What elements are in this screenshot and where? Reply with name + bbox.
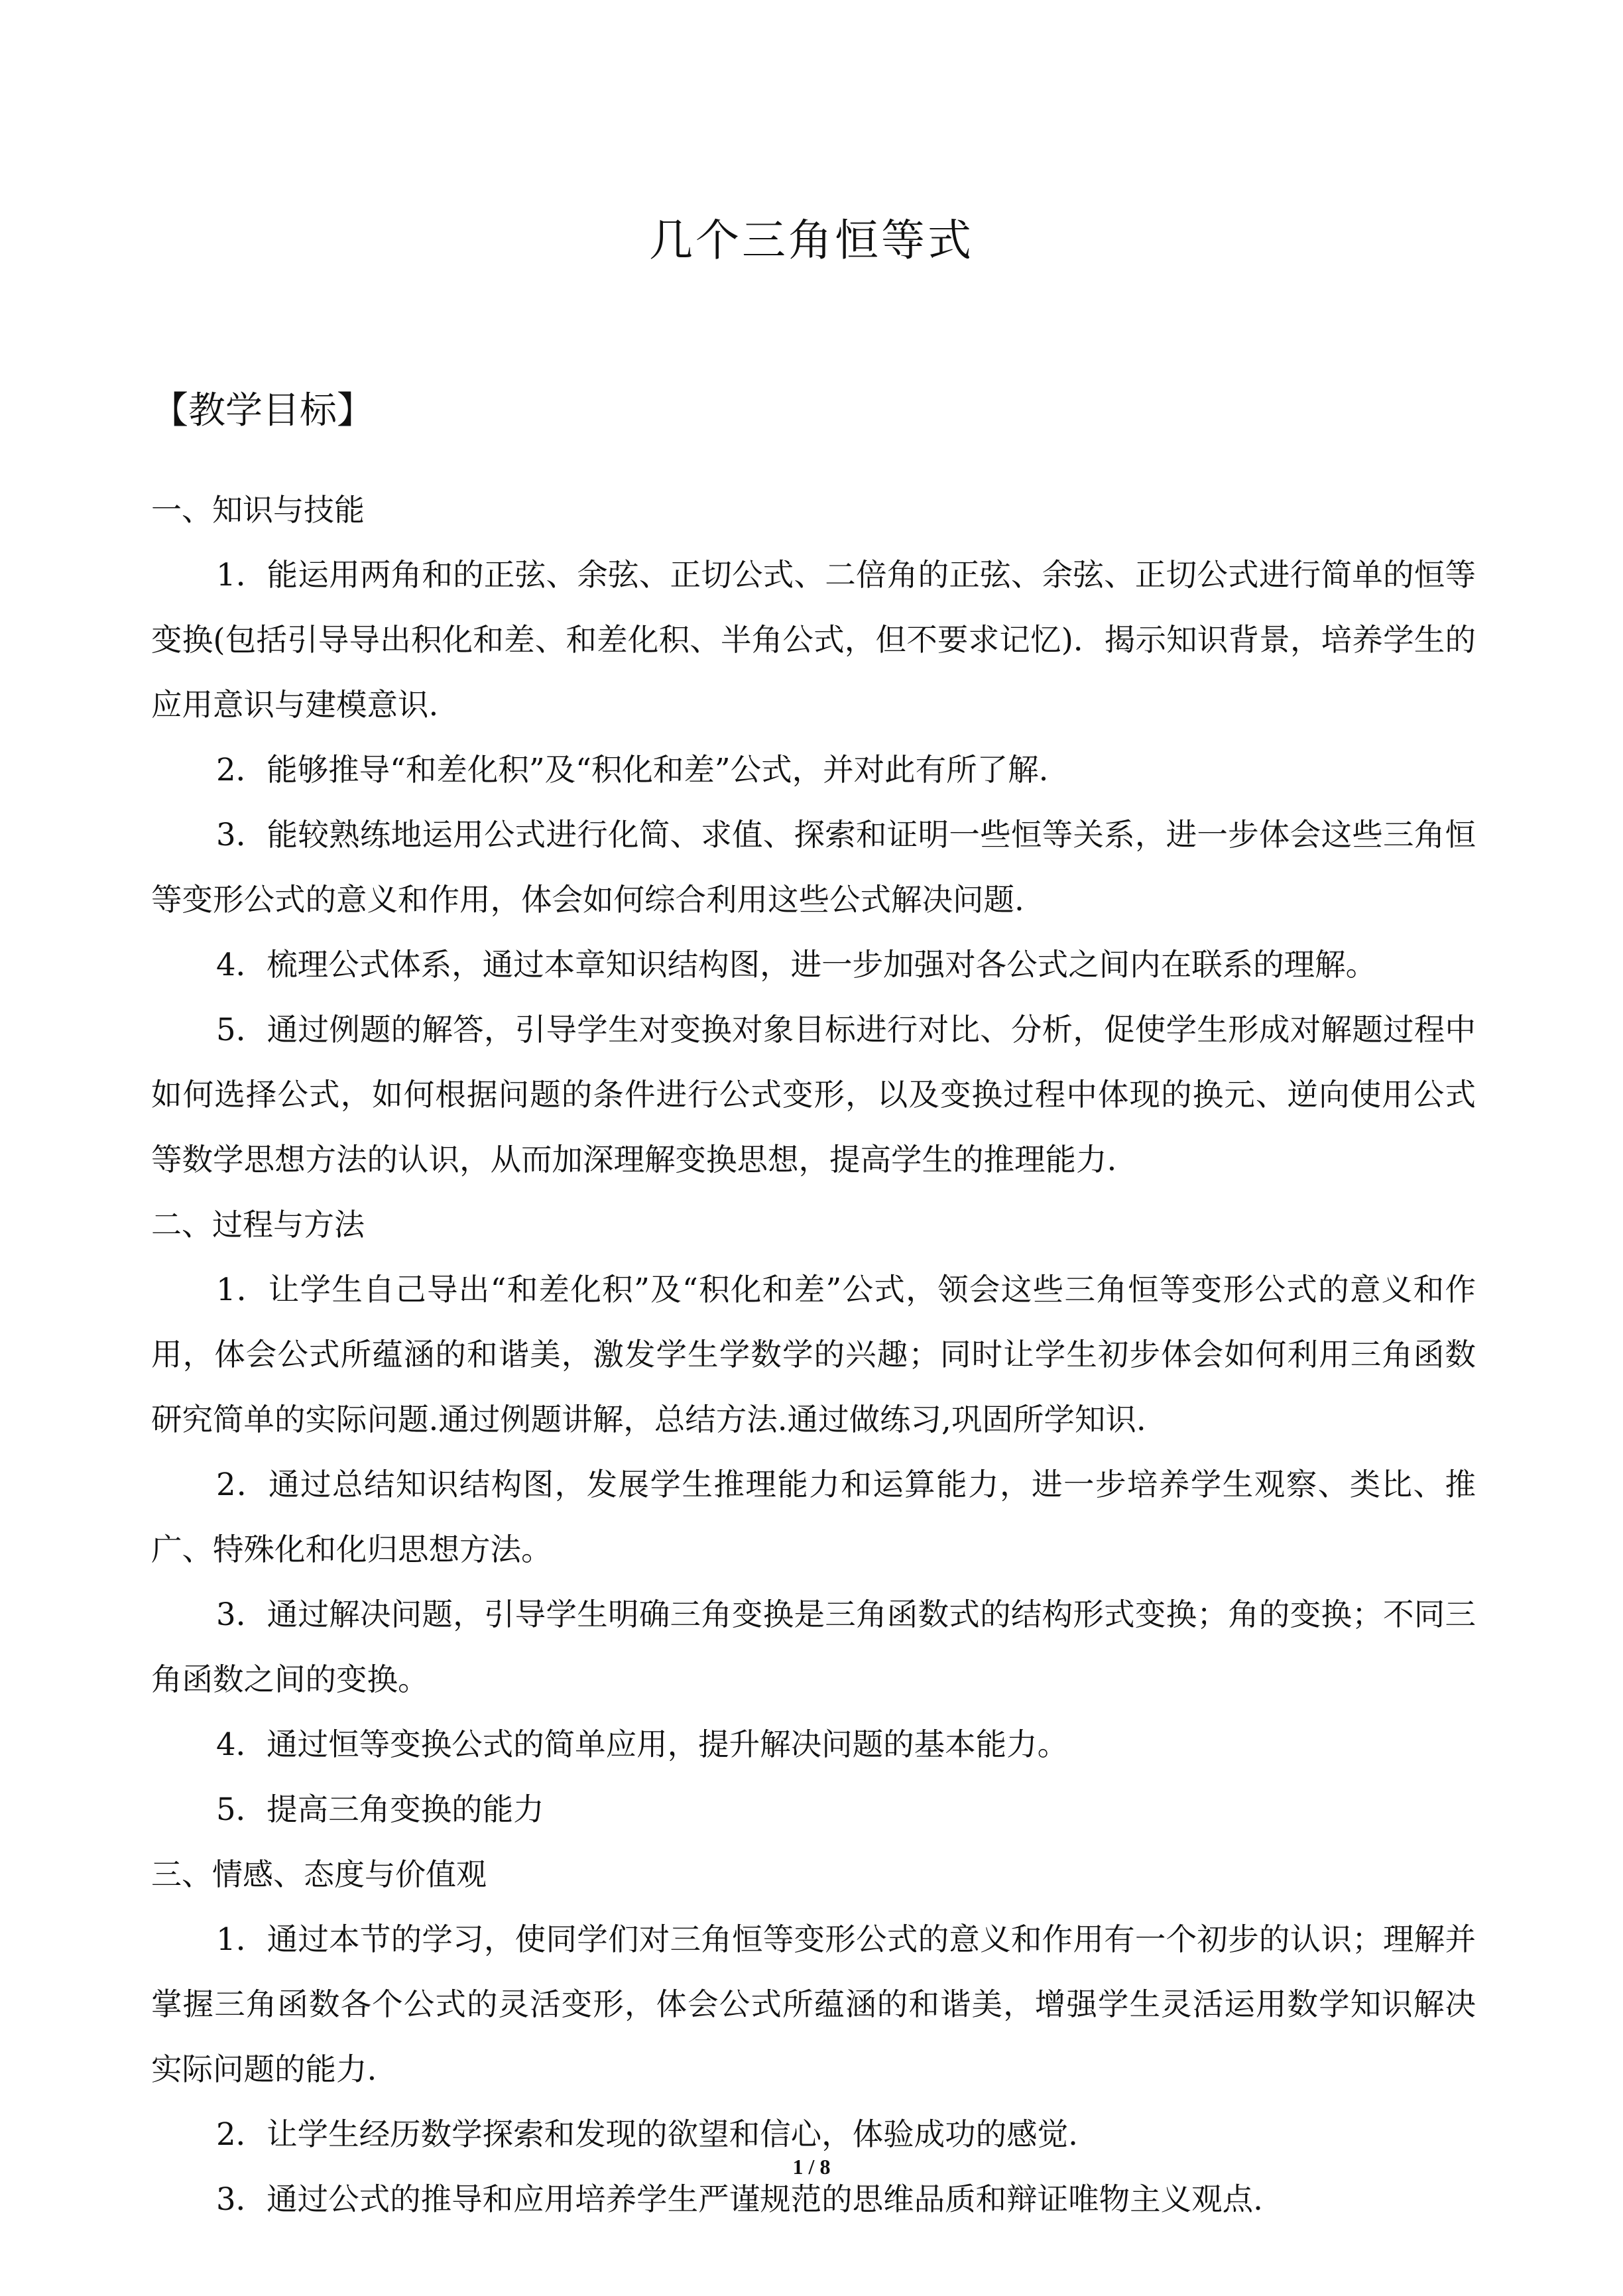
section-heading-emotion-values: 三、情感、态度与价值观 xyxy=(151,1856,487,1892)
paragraph: 2．让学生经历数学探索和发现的欲望和信心，体验成功的感觉. xyxy=(216,2116,1078,2152)
paragraph: 2．能够推导“和差化积”及“积化和差”公式，并对此有所了解. xyxy=(216,752,1049,788)
paragraph: 3．通过解决问题，引导学生明确三角变换是三角函数式的结构形式变换；角的变换；不同三角函数之间的变换。 xyxy=(151,1597,1476,1697)
paragraph: 1．让学生自己导出“和差化积”及“积化和差”公式，领会这些三角恒等变形公式的意义和作用，体会公式所蕴涵的和谐美，激发学生学数学的兴趣；同时让学生初步体会如何利用三角函数研究简单的实际问题.通过例题讲解，总结方法.通过做练习,巩固所学知识. xyxy=(151,1272,1476,1437)
section-heading-knowledge-skills: 一、知识与技能 xyxy=(151,492,365,528)
paragraph: 1．通过本节的学习，使同学们对三角恒等变形公式的意义和作用有一个初步的认识；理解并掌握三角函数各个公式的灵活变形，体会公式所蕴涵的和谐美，增强学生灵活运用数学知识解决实际问题的能力. xyxy=(151,1921,1476,2087)
page-title: 几个三角恒等式 xyxy=(649,215,974,266)
document-body xyxy=(151,477,1476,2232)
paragraph: 4．梳理公式体系，通过本章知识结构图，进一步加强对各公式之间内在联系的理解。 xyxy=(216,947,1377,983)
paragraph: 3．通过公式的推导和应用培养学生严谨规范的思维品质和辩证唯物主义观点. xyxy=(216,2181,1263,2217)
teaching-objectives-heading: 【教学目标】 xyxy=(151,389,374,432)
page-number: 1 / 8 xyxy=(792,2155,831,2179)
paragraph: 1．能运用两角和的正弦、余弦、正切公式、二倍角的正弦、余弦、正切公式进行简单的恒等变换(包括引导导出积化和差、和差化积、半角公式，但不要求记忆)．揭示知识背景，培养学生的应用意识与建模意识. xyxy=(151,557,1476,723)
paragraph: 5．提高三角变换的能力 xyxy=(216,1791,544,1827)
section-heading-process-methods: 二、过程与方法 xyxy=(151,1207,365,1242)
paragraph: 4．通过恒等变换公式的简单应用，提升解决问题的基本能力。 xyxy=(216,1726,1069,1762)
paragraph: 2．通过总结知识结构图，发展学生推理能力和运算能力，进一步培养学生观察、类比、推广、特殊化和化归思想方法。 xyxy=(151,1467,1476,1567)
paragraph: 3．能较熟练地运用公式进行化简、求值、探索和证明一些恒等关系，进一步体会这些三角恒等变形公式的意义和作用，体会如何综合利用这些公式解决问题. xyxy=(151,817,1476,918)
paragraph: 5．通过例题的解答，引导学生对变换对象目标进行对比、分析，促使学生形成对解题过程中如何选择公式，如何根据问题的条件进行公式变形，以及变换过程中体现的换元、逆向使用公式等数学思想方法的认识，从而加深理解变换思想，提高学生的推理能力. xyxy=(151,1012,1476,1178)
